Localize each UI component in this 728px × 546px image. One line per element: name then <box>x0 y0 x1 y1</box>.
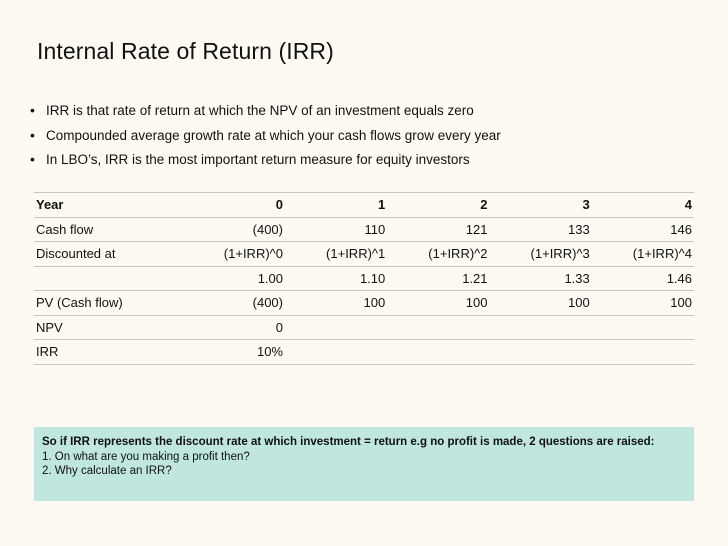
table-row <box>34 291 694 316</box>
table-cell: 0 <box>196 193 285 218</box>
bullet-icon: • <box>30 151 35 167</box>
table-cell: 1 <box>285 193 387 218</box>
table-cell: 133 <box>490 217 592 242</box>
table-cell: 100 <box>387 291 489 316</box>
table-cell <box>387 340 489 365</box>
table-cell: (1+IRR)^3 <box>490 242 592 267</box>
bullet-text: In LBO’s, IRR is the most important return measure for equity investors <box>46 152 470 167</box>
table-cell: IRR <box>34 340 196 365</box>
table-cell: Cash flow <box>34 217 196 242</box>
table-cell: 110 <box>285 217 387 242</box>
table-cell: 146 <box>592 217 694 242</box>
table-cell: (1+IRR)^0 <box>196 242 285 267</box>
table-row <box>34 242 694 267</box>
table-cell: (400) <box>196 217 285 242</box>
table-cell: 121 <box>387 217 489 242</box>
table-cell: PV (Cash flow) <box>34 291 196 316</box>
bullet-item <box>26 147 501 172</box>
note-box <box>34 427 694 501</box>
table-cell <box>387 315 489 340</box>
table-cell <box>592 315 694 340</box>
table-cell: 1.33 <box>490 266 592 291</box>
table-cell <box>285 340 387 365</box>
note-line: 2. Why calculate an IRR? <box>42 465 172 477</box>
bullet-text: Compounded average growth rate at which your cash flows grow every year <box>46 127 501 143</box>
table-cell: 2 <box>387 193 489 218</box>
table-cell: 100 <box>285 291 387 316</box>
table-cell <box>490 315 592 340</box>
note-heading: So if IRR represents the discount rate at which investment = return e.g no profit is made, 2 questions are raised: <box>42 436 655 448</box>
table-cell: NPV <box>34 315 196 340</box>
table-cell: 3 <box>490 193 592 218</box>
note-line: 1. On what are you making a profit then? <box>42 450 250 463</box>
table-cell: Year <box>34 193 196 218</box>
slide-title: Internal Rate of Return (IRR) <box>37 38 334 64</box>
bullet-icon: • <box>30 102 35 118</box>
table-cell: 1.21 <box>387 266 489 291</box>
table-row <box>34 266 694 291</box>
table-cell: (1+IRR)^4 <box>592 242 694 267</box>
table-cell <box>592 340 694 365</box>
table-cell: 1.00 <box>196 266 285 291</box>
irr-table <box>34 192 694 365</box>
table-cell <box>490 340 592 365</box>
table-cell: 4 <box>592 193 694 218</box>
bullet-list <box>26 98 501 172</box>
table-cell: (1+IRR)^1 <box>285 242 387 267</box>
table-cell: (400) <box>196 291 285 316</box>
table-cell: 100 <box>592 291 694 316</box>
table-cell: 100 <box>490 291 592 316</box>
table-cell: 1.10 <box>285 266 387 291</box>
bullet-text: IRR is that rate of return at which the NPV of an investment equals zero <box>46 103 474 118</box>
table-cell: 10% <box>196 340 285 365</box>
table-row <box>34 340 694 365</box>
table-row <box>34 217 694 242</box>
bullet-item <box>26 98 501 123</box>
table-cell: (1+IRR)^2 <box>387 242 489 267</box>
table-cell <box>285 315 387 340</box>
table-row <box>34 315 694 340</box>
table-cell: 0 <box>196 315 285 340</box>
table-header-row <box>34 193 694 218</box>
table-cell: 1.46 <box>592 266 694 291</box>
table-cell <box>34 266 196 291</box>
bullet-item <box>26 123 501 148</box>
table-cell: Discounted at <box>34 242 196 267</box>
bullet-icon: • <box>30 126 35 143</box>
